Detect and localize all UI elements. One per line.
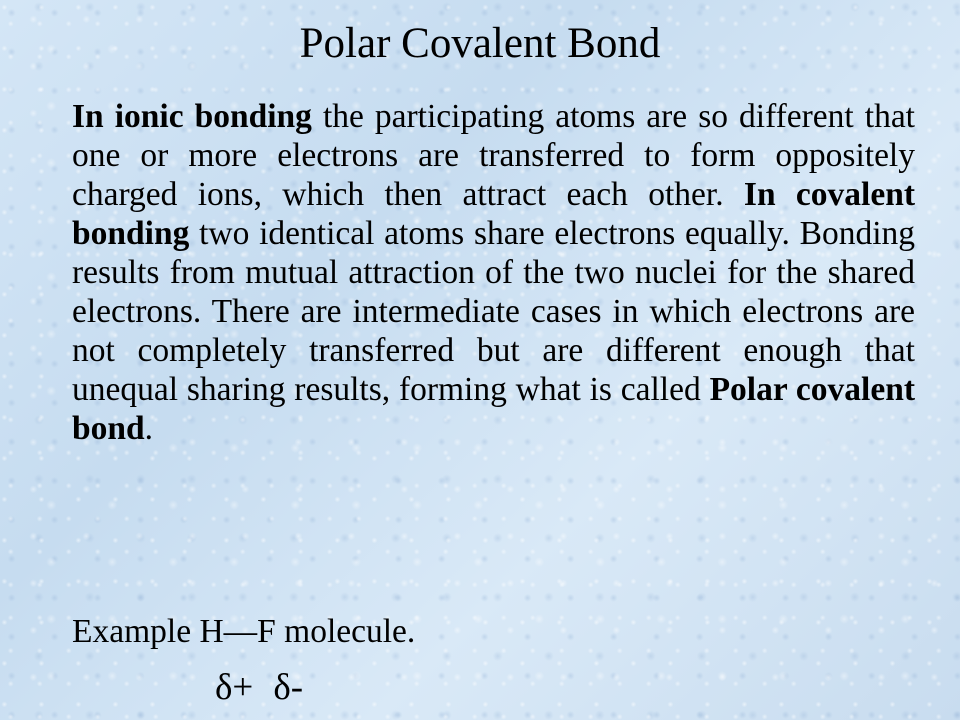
polar-covalent-bond-term: Polar covalent bond xyxy=(72,371,915,447)
delta-minus-label: δ- xyxy=(273,667,304,708)
delta-plus-label: δ+ xyxy=(215,667,254,708)
body-text-covalent: two identical atoms share electrons equally. Bonding results from mutual attraction of the two nuclei for the shared electrons. There are intermediate cases in which electrons are not completely transferred but are different enough that unequal sharing results, forming what is called xyxy=(72,215,915,408)
body-text-ionic: the participating atoms are so different that one or more electrons are transferred to form oppositely charged ions, which then attract each other. xyxy=(72,98,915,213)
example-line: Example H—F molecule. xyxy=(72,613,416,650)
slide-title: Polar Covalent Bond xyxy=(299,20,661,67)
body-text-period: . xyxy=(144,410,154,447)
covalent-bonding-term: In covalent bonding xyxy=(72,176,916,252)
partial-charges xyxy=(215,664,303,712)
body-paragraph xyxy=(72,97,915,448)
ionic-bonding-term: In ionic bonding xyxy=(72,98,312,135)
